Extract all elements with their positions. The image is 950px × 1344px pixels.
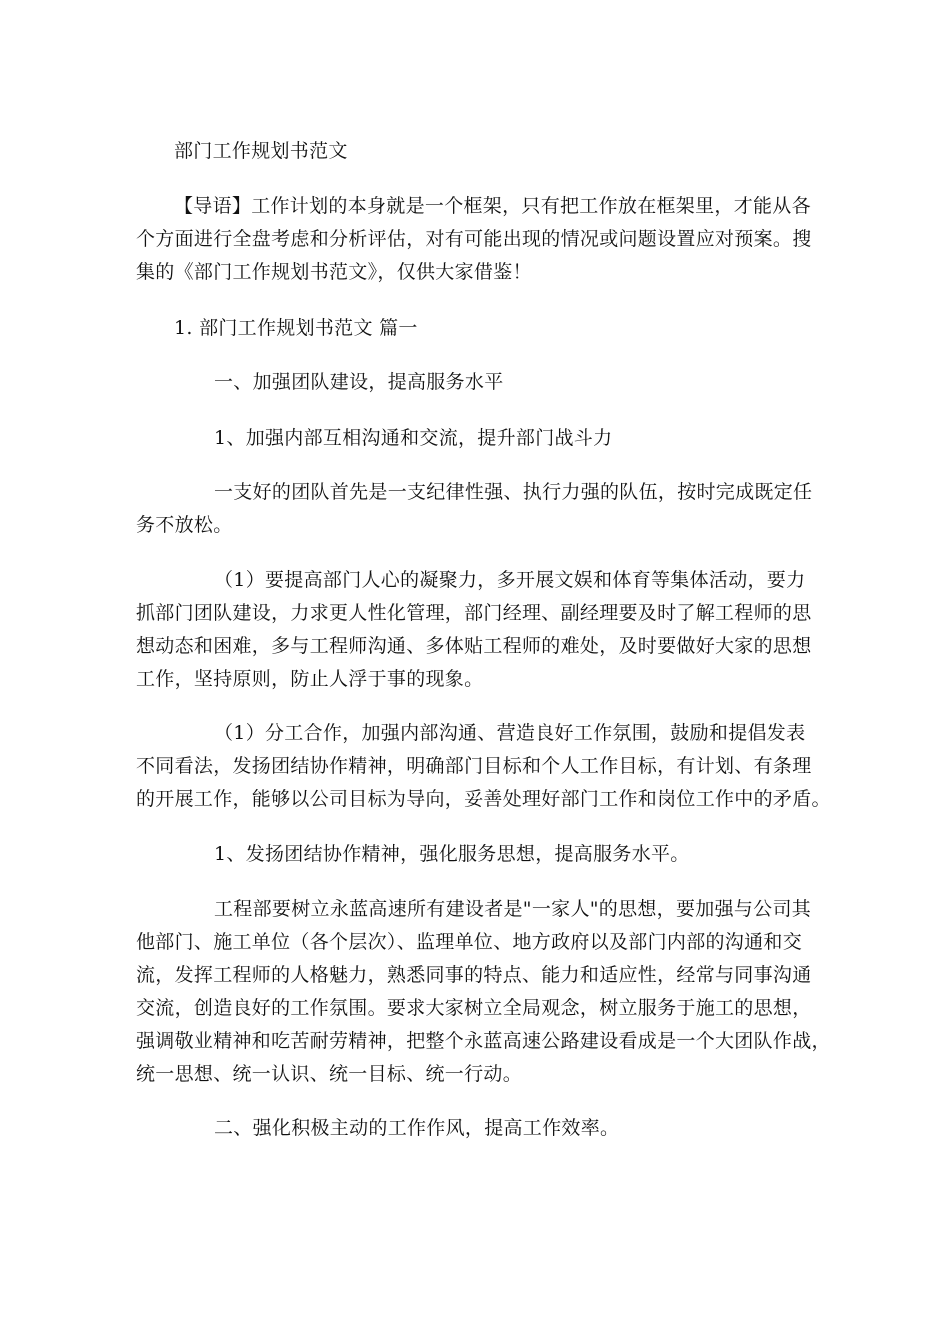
paragraph-line: 务不放松。 (136, 514, 233, 536)
paragraph-line: 强调敬业精神和吃苦耐劳精神，把整个永蓝高速公路建设看成是一个大团队作战， (136, 1030, 831, 1052)
heading-1: 一、加强团队建设，提高服务水平 (214, 371, 504, 393)
document-title: 部门工作规划书范文 (174, 140, 348, 162)
paragraph-line: 抓部门团队建设，力求更人性化管理，部门经理、副经理要及时了解工程师的思 (136, 602, 812, 624)
paragraph-line: 的开展工作，能够以公司目标为导向，妥善处理好部门工作和岗位工作中的矛盾。 (136, 788, 831, 810)
paragraph-line: （1）要提高部门人心的凝聚力，多开展文娱和体育等集体活动，要力 (214, 569, 806, 591)
paragraph-line: 工作，坚持原则，防止人浮于事的现象。 (136, 668, 484, 690)
paragraph-line: 统一思想、统一认识、统一目标、统一行动。 (136, 1063, 523, 1085)
subheading-1: 1、加强内部互相沟通和交流，提升部门战斗力 (214, 427, 613, 449)
subheading-2: 1、发扬团结协作精神，强化服务思想，提高服务水平。 (214, 843, 690, 865)
paragraph-line: 流，发挥工程师的人格魅力，熟悉同事的特点、能力和适应性，经常与同事沟通 (136, 964, 812, 986)
intro-line: 【导语】工作计划的本身就是一个框架，只有把工作放在框架里，才能从各 (174, 195, 811, 217)
paragraph-line: 一支好的团队首先是一支纪律性强、执行力强的队伍，按时完成既定任 (214, 481, 813, 503)
paragraph-line: 工程部要树立永蓝高速所有建设者是"一家人"的思想，要加强与公司其 (214, 898, 812, 920)
paragraph-line: 交流，创造良好的工作氛围。要求大家树立全局观念，树立服务于施工的思想， (136, 997, 812, 1019)
intro-line: 个方面进行全盘考虑和分析评估，对有可能出现的情况或问题设置应对预案。搜 (136, 228, 812, 250)
section-heading: 1. 部门工作规划书范文 篇一 (174, 317, 418, 339)
intro-line: 集的《部门工作规划书范文》，仅供大家借鉴！ (136, 261, 532, 283)
paragraph-line: 不同看法，发扬团结协作精神，明确部门目标和个人工作目标，有计划、有条理 (136, 755, 812, 777)
heading-2: 二、强化积极主动的工作作风，提高工作效率。 (214, 1117, 620, 1139)
paragraph-line: 他部门、施工单位（各个层次）、监理单位、地方政府以及部门内部的沟通和交 (136, 931, 803, 953)
paragraph-line: 想动态和困难，多与工程师沟通、多体贴工程师的难处，及时要做好大家的思想 (136, 635, 812, 657)
paragraph-line: （1）分工合作，加强内部沟通、营造良好工作氛围，鼓励和提倡发表 (214, 722, 806, 744)
